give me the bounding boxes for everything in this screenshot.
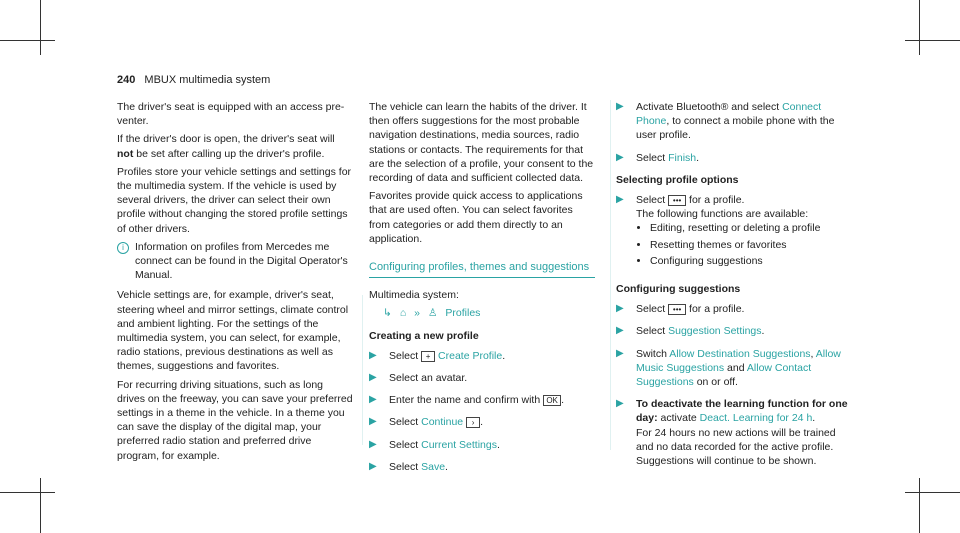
step: [369, 460, 595, 474]
info-note: [117, 240, 353, 283]
section-title: Configuring profiles, themes and suggestions: [369, 260, 595, 278]
step: [616, 347, 856, 390]
text: Switch: [636, 347, 667, 360]
step-arrow-icon: ▶: [369, 372, 377, 384]
text: , to connect a mobile phone with the user profile.: [636, 115, 835, 142]
paragraph: The vehicle can learn the habits of the driver. It then offers suggestions for the most probable navigation destinations, media sources, radio stations or contacts. The requirements for that are the selection of a profile, your consent to the recording of data and sufficient collected data.: [369, 101, 594, 185]
text: Enter the name and confirm with: [389, 394, 541, 407]
bold-text: not: [117, 147, 134, 160]
plus-icon: +: [421, 351, 435, 362]
path-item: Profiles: [445, 307, 481, 320]
right-column: [616, 100, 856, 476]
crop-mark: [40, 478, 41, 533]
text: If the driver's door is open, the driver's seat will: [117, 133, 335, 146]
text: .: [502, 349, 506, 362]
more-options-icon: •••: [668, 195, 686, 206]
step-text: [636, 324, 764, 338]
text: Select: [636, 325, 666, 338]
step-arrow-icon: ▶: [616, 347, 624, 359]
step: [616, 302, 856, 316]
crop-mark: [905, 492, 960, 493]
step-rule: [362, 295, 363, 445]
page-number: 240: [117, 74, 136, 86]
menu-link: Connect Phone: [636, 101, 822, 128]
menu-path: [383, 306, 595, 320]
step-arrow-icon: ▶: [616, 101, 624, 112]
text: Select: [389, 349, 419, 362]
step: [369, 349, 595, 363]
text: be set after calling up the driver's profile.: [133, 147, 325, 160]
step-arrow-icon: ▶: [369, 349, 377, 361]
step-arrow-icon: ▶: [369, 416, 377, 428]
crop-mark: [905, 40, 960, 41]
step-arrow-icon: ▶: [616, 194, 624, 206]
step-arrow-icon: ▶: [616, 398, 624, 410]
chevron-right-icon: ›: [466, 417, 480, 428]
step-text: [636, 193, 820, 274]
page-header: [117, 74, 270, 86]
crop-mark: [919, 0, 920, 55]
text: .: [496, 438, 500, 451]
middle-column: [369, 100, 595, 482]
step-text: [389, 393, 564, 407]
path-arrow-icon: ↳: [383, 307, 392, 320]
text: on or off.: [693, 376, 738, 389]
info-icon: i: [117, 242, 129, 254]
menu-link: Suggestion Settings: [668, 325, 762, 338]
step-text: [636, 347, 856, 390]
list-item: • Editing, resetting or deleting a profile: [650, 221, 820, 235]
text: .: [696, 151, 700, 164]
menu-link: Current Settings: [421, 438, 497, 451]
menu-link: Allow Music Suggestions: [636, 347, 841, 374]
paragraph: Vehicle settings are, for example, driver's seat, steering wheel and mirror settings, climate control and ambient lighting. For the settings of the multimedia system, you can select, for example, radio stations, previous destinations as well as themes, suggestions and favorites.: [117, 289, 349, 373]
step-arrow-icon: ▶: [616, 151, 624, 163]
paragraph: Profiles store your vehicle settings and settings for the multimedia system. If the vehicle is used by several drivers, the driver can select their own profile without changing the stored profile settings of other drivers.: [117, 165, 352, 235]
heading: Creating a new profile: [369, 329, 479, 342]
left-column: [117, 100, 353, 467]
text: .: [445, 460, 448, 473]
menu-link: Finish: [668, 151, 697, 164]
step-text: [389, 349, 505, 363]
double-chevron-icon: »: [414, 307, 420, 320]
text: .: [561, 394, 565, 407]
step-arrow-icon: ▶: [369, 438, 377, 450]
heading: Selecting profile options: [616, 173, 739, 186]
text: The following functions are available:: [636, 208, 809, 221]
step: [369, 393, 595, 407]
step-text: [636, 151, 699, 165]
step: [616, 151, 856, 165]
step-text: [636, 302, 744, 316]
text: activate: [657, 412, 697, 425]
paragraph: [117, 132, 353, 160]
text: Select: [636, 151, 666, 164]
text: for a profile.: [689, 303, 745, 316]
step-arrow-icon: ▶: [369, 460, 377, 472]
step-arrow-icon: ▶: [616, 325, 624, 337]
step-text: [389, 438, 500, 452]
text: Select: [636, 194, 666, 207]
text: .: [812, 412, 816, 425]
text: and: [724, 361, 747, 374]
step-rule: [610, 100, 611, 450]
step-arrow-icon: ▶: [616, 303, 624, 315]
ok-key: OK: [543, 395, 561, 406]
step-arrow-icon: ▶: [369, 394, 377, 406]
crop-mark: [40, 0, 41, 55]
step-text: Select an avatar.: [389, 372, 468, 385]
text: Select: [389, 460, 419, 473]
text: Select: [389, 438, 419, 451]
paragraph: Favorites provide quick access to applications that are used often. You can select favorites from categories or add them directly to an application.: [369, 190, 583, 245]
list-item: • Configuring suggestions: [650, 254, 820, 268]
home-icon: ⌂: [399, 307, 407, 320]
step-text: [636, 397, 856, 468]
bold-text: To deactivate the learning function for one day:: [636, 398, 848, 425]
crop-mark: [919, 478, 920, 533]
text: .: [480, 416, 483, 429]
menu-link: Continue: [421, 416, 464, 429]
note-text: Information on profiles from Mercedes me connect can be found in the Digital Operator's Manual.: [135, 240, 348, 282]
step-text: [636, 100, 856, 143]
text: Activate Bluetooth® and select: [636, 101, 780, 113]
step: [369, 415, 595, 429]
function-list: [636, 221, 820, 268]
person-icon: ♙: [428, 307, 438, 320]
paragraph: For recurring driving situations, such as long drives on the freeway, you can save your preferred settings in a theme in the vehicle. In a theme you can save the display of the digital map, your preferred radio station and preferred drive program, for example.: [117, 378, 353, 462]
text: for a profile.: [689, 194, 745, 207]
step-text: [389, 415, 483, 429]
heading: Configuring suggestions: [616, 283, 741, 296]
step: [369, 438, 595, 452]
step-text: [389, 460, 448, 474]
path-label: Multimedia system:: [369, 289, 459, 302]
text: .: [761, 325, 765, 338]
menu-link: Save: [421, 460, 446, 473]
step: [616, 397, 856, 468]
menu-link: Allow Destination Suggestions: [669, 347, 811, 360]
step: [616, 193, 856, 274]
text: For 24 hours no new actions will be trained and no data recorded for the active profile. Suggestions will continue to be shown.: [636, 426, 836, 468]
list-item: • Resetting themes or favorites: [650, 238, 820, 252]
step: [616, 100, 856, 143]
step: [616, 324, 856, 338]
crop-mark: [0, 492, 55, 493]
page-title: MBUX multimedia system: [144, 74, 271, 86]
paragraph: The driver's seat is equipped with an access pre-venter.: [117, 101, 345, 128]
text: Select: [636, 303, 666, 316]
menu-link: Create Profile: [438, 349, 503, 362]
menu-link: Allow Contact Suggestions: [636, 361, 812, 389]
crop-mark: [0, 40, 55, 41]
step: [369, 371, 595, 385]
more-options-icon: •••: [668, 304, 686, 315]
text: ,: [810, 347, 816, 360]
text: Select: [389, 416, 419, 429]
menu-link: Deact. Learning for 24 h: [699, 412, 813, 425]
